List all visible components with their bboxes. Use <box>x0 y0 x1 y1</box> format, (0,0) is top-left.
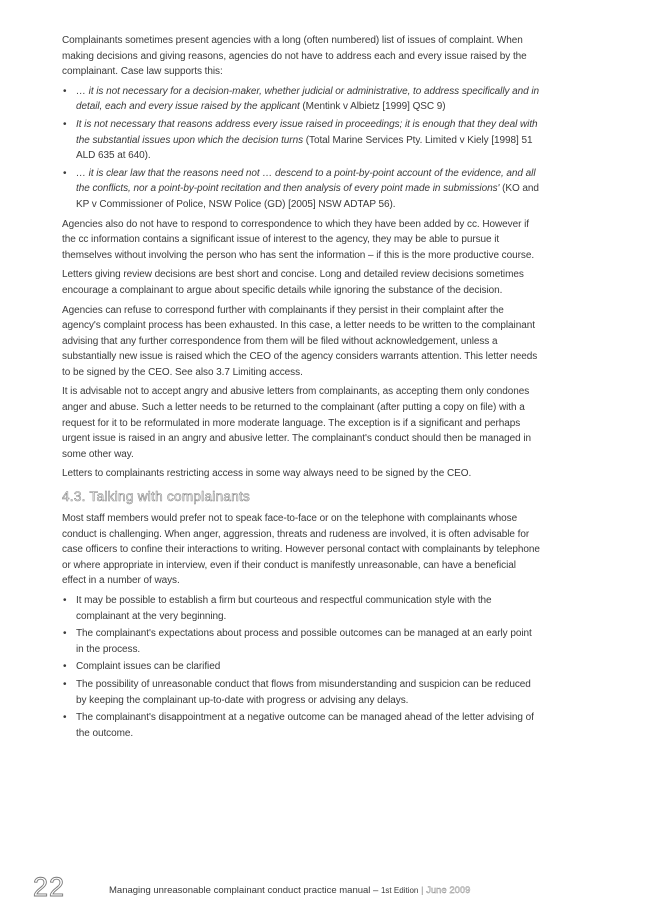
ceo-signature-paragraph: Letters to complainants restricting access in some way always need to be signed by the CEO. <box>62 468 472 480</box>
list-item <box>62 677 540 708</box>
refuse-correspondence-paragraph: Agencies can refuse to correspond further with complainants if they persist in their complaint after the agency's complaint process has been exhausted. In this case, a letter needs to be written to the complainant advising that any further correspondence from them will be filed without acknowledgement, unless a substantially new issue is raised which the CEO of the agency considers warrants attention. This letter needs to be signed by the CEO. See also 3.7 Limiting access. <box>62 304 538 378</box>
abusive-letters-paragraph: It is advisable not to accept angry and abusive letters from complainants, as accepting them only condones anger and abuse. Such a letter needs to be returned to the complainant (after putting a copy on file) with a request for it to be reformulated in more moderate language. The exception is if a significant and perhaps urgent issue is raised in an angry and abusive letter. The complainant's conduct should then be managed in some other way. <box>62 386 532 460</box>
publication-date: June 2009 <box>426 885 471 896</box>
list-item-text: The possibility of unreasonable conduct that flows from misunderstanding and suspicion can be reduced by keeping the complainant up-to-date with progress or advising any delays. <box>76 678 531 706</box>
footer-separator: | <box>418 885 427 896</box>
page-number: 22 <box>33 872 66 902</box>
list-item <box>62 626 540 657</box>
document-body <box>62 33 540 745</box>
bullet-icon: • <box>63 85 67 97</box>
footer-title <box>109 885 470 897</box>
case-law-quote-list <box>62 84 540 213</box>
quote-text: … it is clear law that the reasons need not … descend to a point-by-point account of the evidence, and all the conflicts, nor a point-by-point recitation and then analysis of every point made in submissions' <box>76 167 536 195</box>
benefits-list <box>62 593 540 741</box>
bullet-icon: • <box>63 595 67 606</box>
bullet-icon: • <box>63 678 67 690</box>
list-item <box>62 117 540 164</box>
list-item-text: The complainant's expectations about process and possible outcomes can be managed at an early point in the process. <box>76 628 532 655</box>
list-item <box>62 593 540 624</box>
quote-citation: (Mentink v Albietz [1999] QSC 9) <box>299 101 446 113</box>
list-item <box>62 659 540 675</box>
quote-text: … it is not necessary for a decision-maker, whether judicial or administrative, to address specifically and in detail, each and every issue raised by the applicant <box>76 85 540 113</box>
list-item-text: Complaint issues can be clarified <box>76 661 221 673</box>
quote-citation: (KO and KP v Commissioner of Police, NSW Police (GD) [2005] NSW ADTAP 56). <box>76 183 539 210</box>
page-footer <box>33 872 593 902</box>
bullet-icon: • <box>63 167 67 179</box>
bullet-icon: • <box>63 628 67 640</box>
section-intro-paragraph: Most staff members would prefer not to speak face-to-face or on the telephone with complainants whose conduct is challenging. When anger, aggression, threats and rudeness are involved, it is often advisable for case officers to confine their interactions to writing. However personal contact with complainants by telephone or where appropriate in interview, even if their conduct is manifestly unreasonable, can have a beneficial effect in a number of ways. <box>62 513 540 587</box>
list-item-text: The complainant's disappointment at a negative outcome can be managed ahead of the letter advising of the outcome. <box>76 712 534 739</box>
bullet-icon: • <box>63 661 67 673</box>
list-item <box>62 710 540 741</box>
section-heading: 4.3. Talking with complainants <box>62 489 251 505</box>
quote-citation: (Total Marine Services Pty. Limited v Kiely [1998] 51 ALD 635 at 640). <box>76 134 533 162</box>
manual-title: Managing unreasonable complainant conduct practice manual – <box>109 885 381 896</box>
review-letters-paragraph: Letters giving review decisions are best short and concise. Long and detailed review decisions sometimes encourage a complainant to argue about specific details while ignoring the substance of the decision. <box>62 269 524 296</box>
intro-paragraph: Complainants sometimes present agencies with a long (often numbered) list of issues of complaint. When making decisions and giving reasons, agencies do not have to address each and every issue raised by the complainant. Case law supports this: <box>62 35 527 78</box>
bullet-icon: • <box>63 712 67 724</box>
list-item <box>62 166 540 213</box>
list-item-text: It may be possible to establish a firm but courteous and respectful communication style with the complainant at the very beginning. <box>76 595 492 622</box>
edition-label: 1st Edition <box>380 886 419 895</box>
quote-text: It is not necessary that reasons address every issue raised in proceedings; it is enough that they deal with the substantial issues upon which the decision turns <box>76 118 538 146</box>
list-item <box>62 84 540 115</box>
cc-correspondence-paragraph: Agencies also do not have to respond to correspondence to which they have been added by cc. However if the cc information contains a significant issue of interest to the agency, they may be able to pursue it themselves without involving the person who has sent the information – if this is the more productive course. <box>62 218 535 261</box>
bullet-icon: • <box>63 118 67 130</box>
